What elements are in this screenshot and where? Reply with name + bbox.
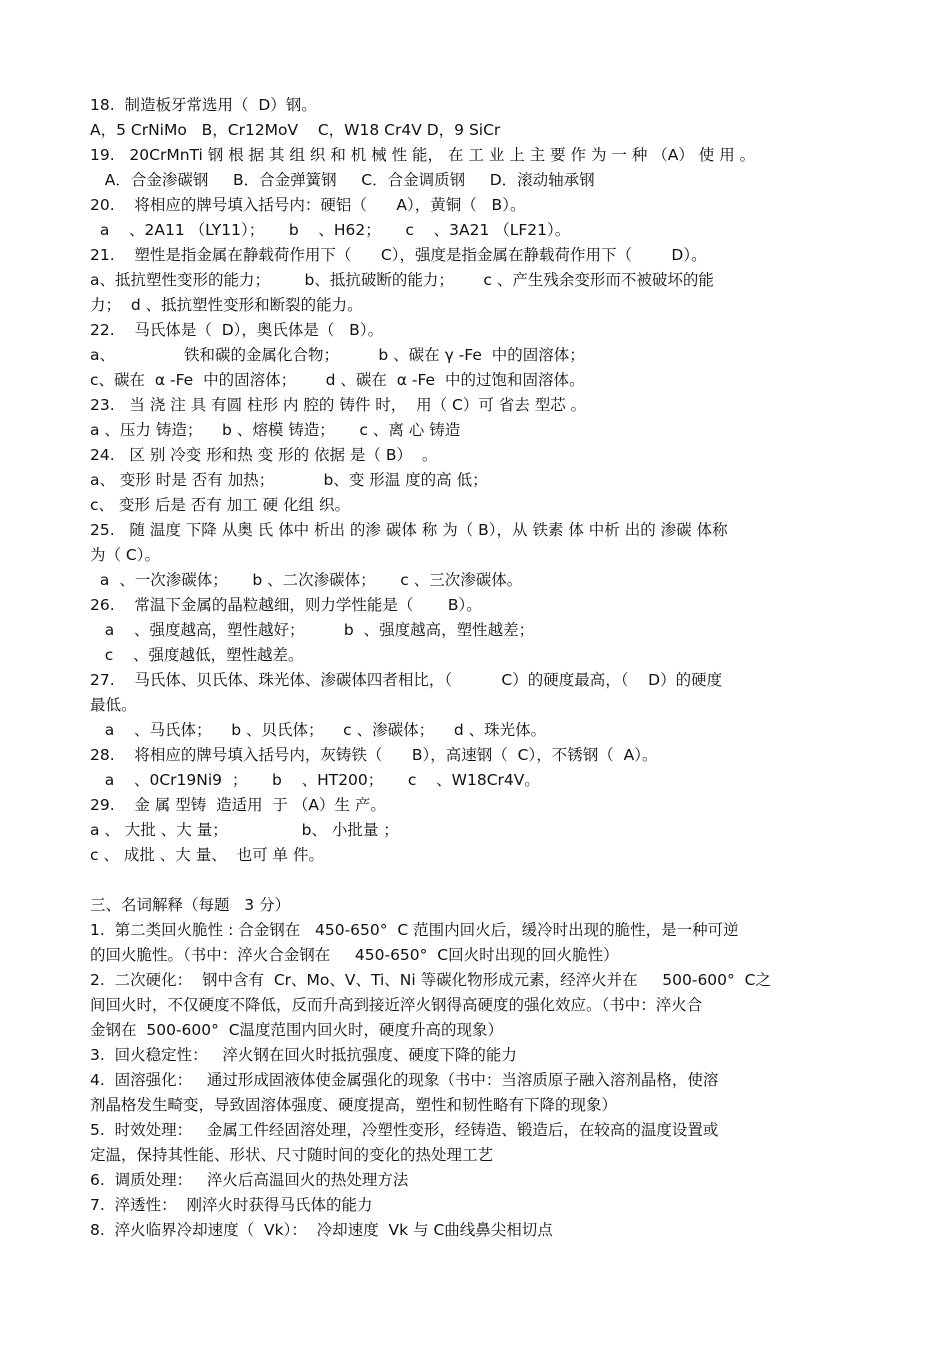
text-line: 28. 将相应的牌号填入括号内，灰铸铁（ B），高速钢（ C），不锈钢（ A）。: [90, 746, 658, 764]
text-line: a 、0Cr19Ni9 ； b 、HT200； c 、W18Cr4V。: [90, 771, 540, 789]
text-line: A．合金渗碳钢 B．合金弹簧钢 C．合金调质钢 D．滚动轴承钢: [90, 171, 595, 189]
text-line: 6. 调质处理： 淬火后高温回火的热处理方法: [90, 1171, 409, 1189]
text-line: c 、 成批 、大 量、 也可 单 件。: [90, 846, 324, 864]
text-line: 26. 常温下金属的晶粒越细，则力学性能是（ B）。: [90, 596, 482, 614]
text-line: a 、一次渗碳体； b 、二次渗碳体； c 、三次渗碳体。: [90, 571, 523, 589]
text-line: 22. 马氏体是（ D），奥氏体是（ B）。: [90, 321, 384, 339]
text-line: 2. 二次硬化： 钢中含有 Cr、Mo、V、Ti、Ni 等碳化物形成元素，经淬火并在 500-600° C之: [90, 971, 771, 989]
text-line: a 、马氏体； b 、贝氏体； c 、渗碳体； d 、珠光体。: [90, 721, 547, 739]
text-line: 18. 制造板牙常选用（ D）钢。: [90, 96, 317, 114]
text-line: c、碳在 α -Fe 中的固溶体； d 、碳在 α -Fe 中的过饱和固溶体。: [90, 371, 585, 389]
text-line: 25. 随 温度 下降 从奥 氏 体中 析出 的渗 碳体 称 为（ B），从 铁素 体 中析 出的 渗碳 体称: [90, 521, 728, 539]
text-line: 间回火时，不仅硬度不降低，反而升高到接近淬火钢得高硬度的强化效应。（书中：淬火合: [90, 996, 703, 1014]
text-line: a 、强度越高，塑性越好； b 、强度越高，塑性越差；: [90, 621, 535, 639]
text-line: 27. 马氏体、贝氏体、珠光体、渗碳体四者相比，（ C）的硬度最高，（ D）的硬度: [90, 671, 723, 689]
text-line: 20. 将相应的牌号填入括号内：硬铝（ A），黄铜（ B）。: [90, 196, 526, 214]
document-page: [90, 93, 870, 1243]
text-line: 为（ C）。: [90, 546, 161, 564]
text-line: 8. 淬火临界冷却速度（ Vk）： 冷却速度 Vk 与 C曲线鼻尖相切点: [90, 1221, 553, 1239]
text-line: 5. 时效处理： 金属工件经固溶处理，冷塑性变形，经铸造、锻造后，在较高的温度设置或: [90, 1121, 719, 1139]
text-line: 3. 回火稳定性： 淬火钢在回火时抵抗强度、硬度下降的能力: [90, 1046, 517, 1064]
text-line: 三、名词解释（每题 3 分）: [90, 896, 291, 914]
text-line: a、抵抗塑性变形的能力； b、抵抗破断的能力； c 、产生残余变形而不被破坏的能: [90, 271, 714, 289]
text-line: a、 变形 时是 否有 加热； b、变 形温 度的高 低；: [90, 471, 488, 489]
text-line: 7. 淬透性： 刚淬火时获得马氏体的能力: [90, 1196, 373, 1214]
text-line: 4. 固溶强化： 通过形成固液体使金属强化的现象（书中：当溶质原子融入溶剂晶格，使溶: [90, 1071, 719, 1089]
text-line: c、 变形 后是 否有 加工 硬 化组 织。: [90, 496, 351, 514]
text-line: 24. 区 别 冷变 形和热 变 形的 依据 是（ B） 。: [90, 446, 438, 464]
text-line: A，5 CrNiMo B，Cr12MoV C，W18 Cr4V D，9 SiCr: [90, 121, 501, 139]
text-line: 21. 塑性是指金属在静载荷作用下（ C），强度是指金属在静载荷作用下（ D）。: [90, 246, 707, 264]
text-line: 金钢在 500-600° C温度范围内回火时，硬度升高的现象）: [90, 1021, 504, 1039]
text-line: 1. 第二类回火脆性 : 合金钢在 450-650° C 范围内回火后，缓冷时出现的脆性，是一种可逆: [90, 921, 739, 939]
blank-line: [90, 868, 870, 893]
text-line: a、 铁和碳的金属化合物； b 、碳在 γ -Fe 中的固溶体；: [90, 346, 585, 364]
text-line: 的回火脆性。（书中：淬火合金钢在 450-650° C回火时出现的回火脆性）: [90, 946, 619, 964]
text-line: 最低。: [90, 696, 137, 714]
text-line: 剂晶格发生畸变，导致固溶体强度、硬度提高，塑性和韧性略有下降的现象）: [90, 1096, 618, 1114]
text-line: 29. 金 属 型铸 造适用 于 （A）生 产。: [90, 796, 386, 814]
text-line: 23. 当 浇 注 具 有圆 柱形 内 腔的 铸件 时， 用（ C）可 省去 型芯 。: [90, 396, 587, 414]
text-line: 19. 20CrMnTi 钢 根 据 其 组 织 和 机 械 性 能， 在 工 业 上 主 要 作 为 一 种 （A） 使 用 。: [90, 146, 756, 164]
text-line: c 、强度越低，塑性越差。: [90, 646, 304, 664]
text-line: a 、2A11 （LY11）； b 、H62； c 、3A21 （LF21）。: [90, 221, 571, 239]
text-line: a 、 大批 、大 量； b、 小批量 ；: [90, 821, 399, 839]
text-line: 定温，保持其性能、形状、尺寸随时间的变化的热处理工艺: [90, 1146, 494, 1164]
text-line: a 、压力 铸造； b 、熔模 铸造； c 、离 心 铸造: [90, 421, 461, 439]
text-line: 力； d 、抵抗塑性变形和断裂的能力。: [90, 296, 363, 314]
